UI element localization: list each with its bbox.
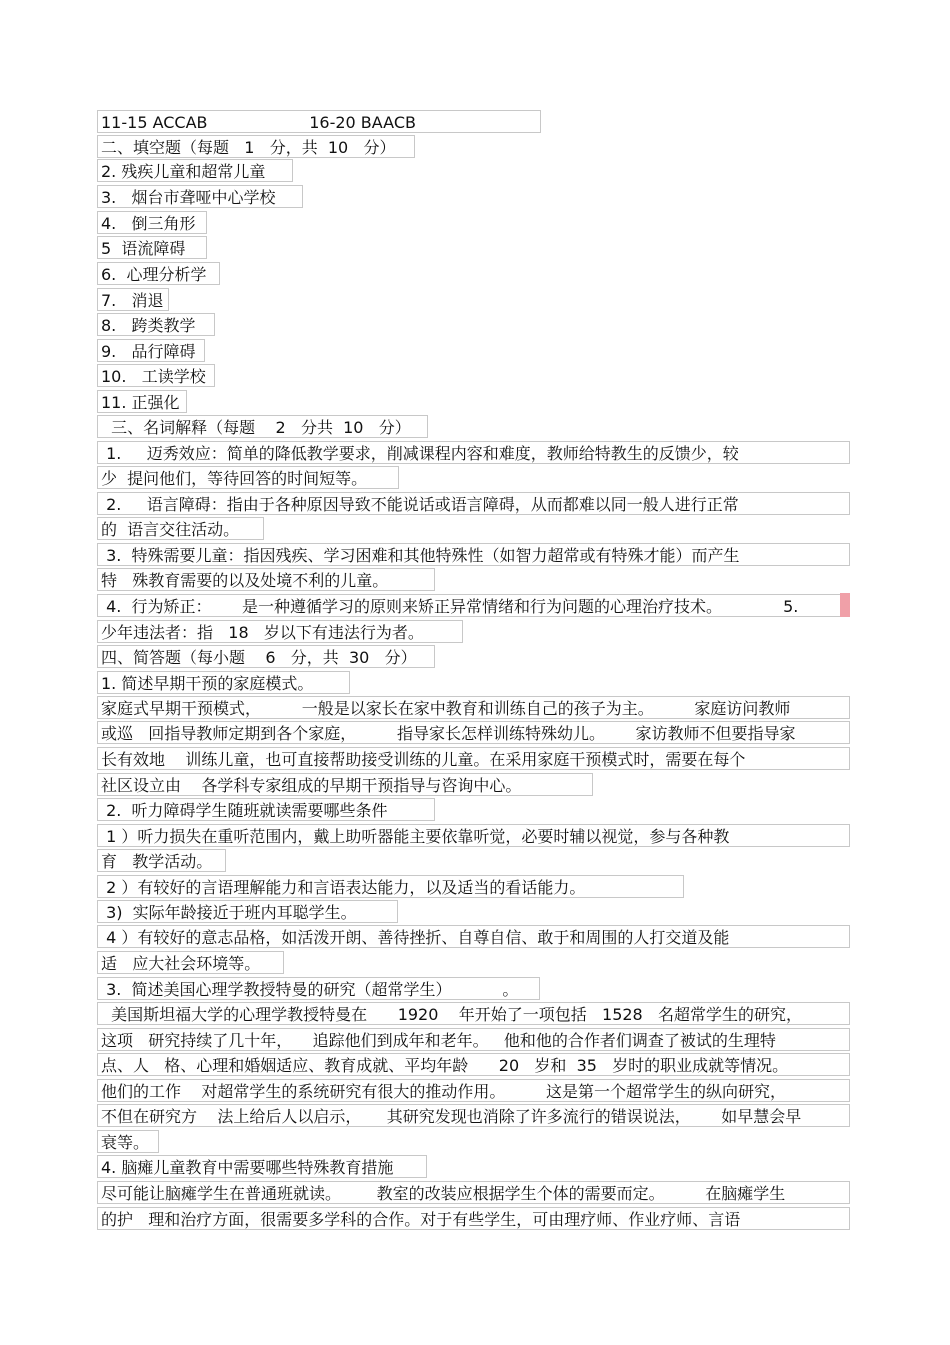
answer-line-37: 这项 研究持续了几十年， 追踪他们到成年和老年。 他和他的合作者们调查了被试的生理特 [97,1028,850,1051]
answer-line-13: 三、名词解释（每题 2 分共 10 分） [97,415,428,438]
answer-line-34: 适 应大社会环境等。 [97,951,284,974]
answer-line-12: 11. 正强化 [97,390,187,413]
answer-line-38: 点、人 格、心理和婚姻适应、教育成就、平均年龄 20 岁和 35 岁时的职业成就等情况。 [97,1053,850,1076]
answer-line-16: 2. 语言障碍：指由于各种原因导致不能说话或语言障碍，从而都难以同一般人进行正常 [97,492,850,515]
answer-line-6: 5 语流障碍 [97,236,207,259]
answer-line-3: 2. 残疾儿童和超常儿童 [97,159,293,182]
answer-line-41: 衰等。 [97,1130,159,1153]
answer-line-42: 4. 脑瘫儿童教育中需要哪些特殊教育措施 [97,1155,427,1178]
answer-line-4: 3. 烟台市聋哑中心学校 [97,185,303,208]
answer-line-32: 3) 实际年龄接近于班内耳聪学生。 [97,900,398,923]
answer-line-28: 2. 听力障碍学生随班就读需要哪些条件 [97,798,435,821]
answer-line-8: 7. 消退 [97,288,169,311]
answer-line-43: 尽可能让脑瘫学生在普通班就读。 教室的改装应根据学生个体的需要而定。 在脑瘫学生 [97,1181,850,1204]
answer-line-5: 4. 倒三角形 [97,211,207,234]
answer-line-44: 的护 理和治疗方面，很需要多学科的合作。对于有些学生，可由理疗师、作业疗师、言语 [97,1207,850,1230]
answer-line-18: 3. 特殊需要儿童：指因残疾、学习困难和其他特殊性（如智力超常或有特殊才能）而产生 [97,543,850,566]
answer-line-29: 1 ）听力损失在重听范围内，戴上助听器能主要依靠听觉，必要时辅以视觉，参与各种教 [97,824,850,847]
answer-line-36: 美国斯坦福大学的心理学教授特曼在 1920 年开始了一项包括 1528 名超常学生的研究， [97,1002,850,1025]
answer-line-11: 10. 工读学校 [97,364,215,387]
answer-line-14: 1. 迈秀效应：简单的降低教学要求，削减课程内容和难度，教师给特教生的反馈少，较 [97,441,850,464]
answer-line-39: 他们的工作 对超常学生的系统研究有很大的推动作用。 这是第一个超常学生的纵向研究， [97,1079,850,1102]
answer-line-2: 二、填空题（每题 1 分，共 10 分） [97,135,415,158]
answer-line-1: 11-15 ACCAB 16-20 BAACB [97,110,541,133]
answer-line-9: 8. 跨类教学 [97,313,215,336]
answer-line-25: 或巡 回指导教师定期到各个家庭， 指导家长怎样训练特殊幼儿。 家访教师不但要指导家 [97,721,850,744]
answer-line-20: 4. 行为矫正： 是一种遵循学习的原则来矫正异常情绪和行为问题的心理治疗技术。 5. [97,594,842,617]
answer-line-30: 育 教学活动。 [97,849,226,872]
answer-line-23: 1. 简述早期干预的家庭模式。 [97,671,350,694]
answer-line-24: 家庭式早期干预模式， 一般是以家长在家中教育和训练自己的孩子为主。 家庭访问教师 [97,696,850,719]
answer-line-10: 9. 品行障碍 [97,339,205,362]
answer-line-40: 不但在研究方 法上给后人以启示， 其研究发现也消除了许多流行的错误说法， 如早慧会早 [97,1104,850,1127]
highlight-marker [840,593,850,617]
answer-line-26: 长有效地 训练儿童，也可直接帮助接受训练的儿童。在采用家庭干预模式时，需要在每个 [97,747,850,770]
answer-line-31: 2 ）有较好的言语理解能力和言语表达能力，以及适当的看话能力。 [97,875,684,898]
answer-line-35: 3. 简述美国心理学教授特曼的研究（超常学生） 。 [97,977,540,1000]
answer-line-33: 4 ）有较好的意志品格，如活泼开朗、善待挫折、自尊自信、敢于和周围的人打交道及能 [97,925,850,948]
answer-line-17: 的 语言交往活动。 [97,517,264,540]
answer-line-7: 6. 心理分析学 [97,262,220,285]
answer-line-21: 少年违法者：指 18 岁以下有违法行为者。 [97,620,463,643]
answer-line-19: 特 殊教育需要的以及处境不利的儿童。 [97,568,435,591]
answer-line-22: 四、简答题（每小题 6 分，共 30 分） [97,645,435,668]
answer-line-27: 社区设立由 各学科专家组成的早期干预指导与咨询中心。 [97,773,593,796]
answer-line-15: 少 提问他们，等待回答的时间短等。 [97,466,399,489]
